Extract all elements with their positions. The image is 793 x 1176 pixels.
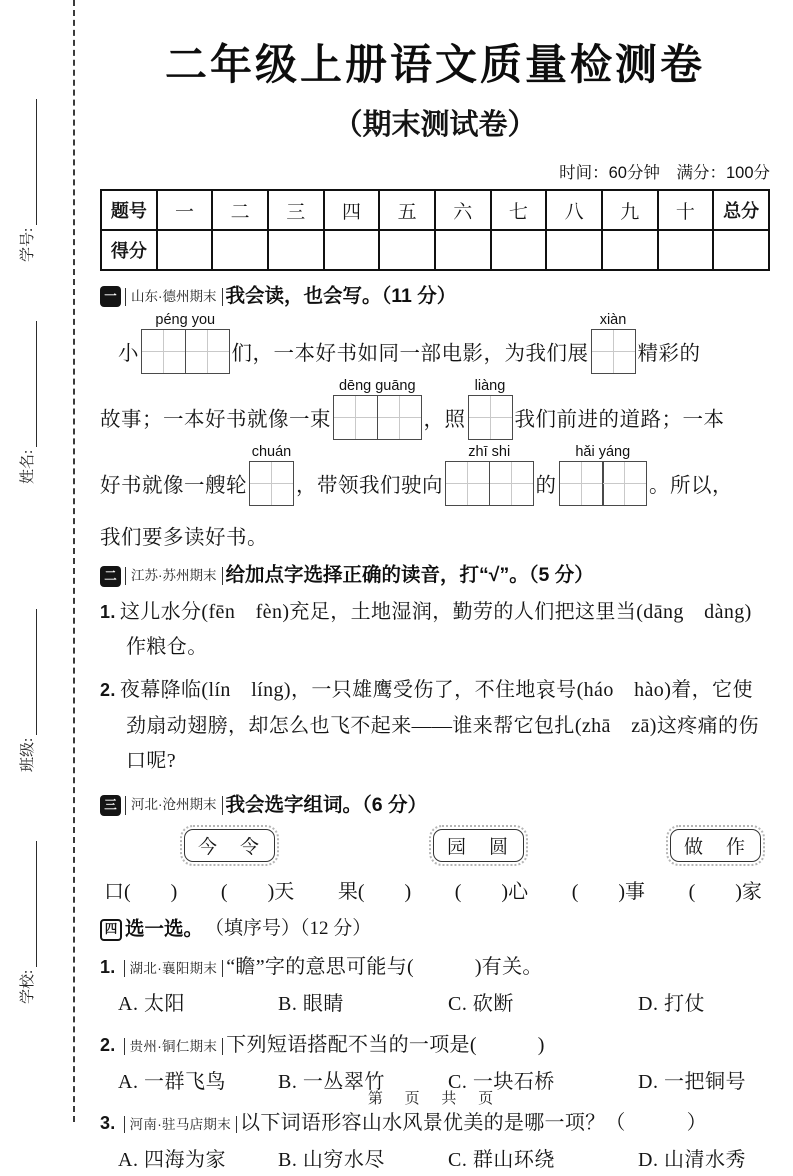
option[interactable]: A. 一群飞鸟 [118, 1070, 226, 1093]
line-text: 小 [118, 343, 139, 366]
fill-blank[interactable]: 口( ) [104, 881, 178, 904]
line-text: 的 [535, 475, 557, 498]
pinyin-label: zhī shi [468, 444, 511, 461]
section1-line4: 我们要多读好书。 [100, 527, 268, 550]
question-text: 以下词语形容山水风景优美的是哪一项？（ ） [240, 1111, 707, 1134]
line-text: ，带领我们驶向 [296, 475, 443, 498]
option[interactable]: D. 打仗 [638, 992, 705, 1015]
dotted-char: 临 [181, 678, 202, 701]
seal-field-student-id [16, 99, 37, 262]
section2-header [100, 564, 770, 587]
score-header-cell: 十 [658, 190, 714, 230]
item-number: 1. [100, 601, 116, 622]
item-text: (zhā zā)这疼痛的伤口呢? [126, 714, 759, 773]
section2-source-tag: 江苏·苏州期末 [125, 567, 223, 585]
section4-title: 选一选。 [125, 918, 204, 941]
choice-box: 做 作 [670, 829, 761, 862]
writing-cell[interactable] [559, 461, 604, 506]
pinyin-writing-box [445, 444, 534, 506]
class-blank[interactable] [23, 609, 37, 735]
name-blank[interactable] [23, 321, 37, 447]
options-row [100, 1144, 770, 1176]
pinyin-writing-box [468, 378, 513, 440]
section3-number-icon: 三 [100, 795, 121, 816]
pinyin-label: xiàn [599, 312, 627, 329]
dotted-char: 号 [556, 678, 577, 701]
score-header-cell: 二 [212, 190, 268, 230]
pinyin-label: hǎi yáng [575, 444, 631, 461]
option[interactable]: C. 砍断 [448, 992, 514, 1015]
section4-item1 [100, 951, 770, 1020]
fill-blank[interactable]: ( )天 [220, 881, 295, 904]
writing-cell[interactable] [185, 329, 230, 374]
page-footer: 第 页 共 页 [367, 1091, 503, 1107]
seal-label-name: 姓名: [20, 449, 36, 484]
section1-header [100, 285, 770, 308]
score-header-cell: 七 [491, 190, 547, 230]
seal-label-class: 班级: [20, 737, 36, 772]
score-entry-cell[interactable] [212, 230, 268, 270]
section4-note: （填序号）（12 分） [205, 918, 372, 940]
choice-box: 园 圆 [433, 829, 524, 862]
writing-cell[interactable] [602, 461, 647, 506]
score-entry-cell[interactable] [157, 230, 213, 270]
writing-cell[interactable] [591, 329, 636, 374]
fill-blank[interactable]: ( )家 [688, 881, 762, 904]
item-number: 3. [100, 1112, 116, 1133]
exam-paper [100, 0, 770, 1176]
score-header-cell: 六 [435, 190, 491, 230]
line-text: 我们前进的道路；一本 [514, 409, 725, 432]
seal-field-name [16, 321, 37, 484]
page-subtitle: （期末测试卷） [333, 109, 537, 141]
options-row [100, 988, 770, 1020]
section2-item2 [100, 673, 770, 780]
section1-line2 [100, 378, 770, 440]
page-title: 二年级上册语文质量检测卷 [164, 41, 705, 88]
line-text: 好书就像一艘轮 [100, 475, 247, 498]
score-header-cell: 四 [324, 190, 380, 230]
dotted-char: 当 [615, 600, 637, 623]
section4-item3 [100, 1107, 770, 1176]
section3-answer-row [100, 875, 770, 904]
seal-label-student-id: 学号: [20, 227, 36, 262]
seal-field-school [16, 841, 37, 1004]
option[interactable]: C. 一块石桥 [448, 1070, 555, 1093]
option[interactable]: D. 山清水秀 [638, 1148, 746, 1171]
score-table [100, 189, 770, 271]
section3-title: 我会选字组词。（6 分） [225, 793, 428, 816]
item-text: (dāng dàng)作粮仓。 [126, 600, 752, 659]
line-text: 精彩的 [637, 343, 701, 366]
score-entry-cell[interactable] [324, 230, 380, 270]
item-number: 2. [100, 679, 116, 700]
writing-cell[interactable] [445, 461, 490, 506]
line-text: 故事；一本好书就像一束 [100, 409, 331, 432]
exam-meta: 时间：60分钟 满分：100分 [559, 164, 770, 182]
option[interactable]: A. 太阳 [118, 992, 185, 1015]
section1-line3 [100, 444, 770, 506]
section3-source-tag: 河北·沧州期末 [125, 796, 223, 814]
student-id-blank[interactable] [23, 99, 37, 225]
line-text: 们，一本好书如同一部电影，为我们展 [231, 343, 589, 366]
fill-blank[interactable]: 果( ) [337, 881, 412, 904]
writing-cell[interactable] [489, 461, 534, 506]
pinyin-writing-box [141, 312, 230, 374]
section4-header [100, 918, 770, 941]
pinyin-label: péng you [155, 312, 216, 329]
score-entry-cell[interactable] [546, 230, 602, 270]
score-table-score-row [101, 230, 769, 270]
pinyin-writing-box [591, 312, 636, 374]
line-text: 。所以， [649, 475, 733, 498]
dotted-char: 分 [181, 600, 202, 623]
pinyin-writing-box [249, 444, 294, 506]
item-text: (fēn fèn)充足，土地湿润，勤劳的人们把这里 [201, 600, 616, 623]
score-entry-cell[interactable] [435, 230, 491, 270]
option[interactable]: B. 眼睛 [278, 992, 344, 1015]
option[interactable]: B. 山穷水尽 [278, 1148, 385, 1171]
fill-blank[interactable]: ( )事 [571, 881, 646, 904]
writing-cell[interactable] [333, 395, 378, 440]
pinyin-label: chuán [251, 444, 292, 461]
score-header-cell: 总分 [713, 190, 769, 230]
score-row-label: 得分 [101, 230, 157, 270]
pinyin-writing-box [333, 378, 422, 440]
score-entry-cell[interactable] [658, 230, 714, 270]
score-header-cell: 一 [157, 190, 213, 230]
section3-header [100, 794, 770, 817]
score-entry-cell[interactable] [379, 230, 435, 270]
option[interactable]: C. 群山环绕 [448, 1148, 555, 1171]
option[interactable]: D. 一把铜号 [638, 1070, 746, 1093]
fill-blank[interactable]: ( )心 [454, 881, 529, 904]
question-text: 下列短语搭配不当的一项是( ) [226, 1033, 545, 1056]
item-number: 2. [100, 1034, 116, 1055]
section4-number-icon: 四 [100, 919, 122, 941]
school-blank[interactable] [23, 841, 37, 967]
score-header-cell: 九 [602, 190, 658, 230]
score-entry-cell[interactable] [268, 230, 324, 270]
score-header-cell: 题号 [101, 190, 157, 230]
writing-cell[interactable] [377, 395, 422, 440]
item-source-tag: 贵州·铜仁期末 [124, 1038, 224, 1055]
score-table-header-row [101, 190, 769, 230]
pinyin-label: liàng [474, 378, 506, 395]
section1-title: 我会读，也会写。（11 分） [225, 285, 457, 307]
item-source-tag: 湖北·襄阳期末 [124, 960, 224, 977]
section1-source-tag: 山东·德州期末 [125, 288, 223, 306]
option[interactable]: B. 一丛翠竹 [278, 1070, 385, 1093]
line-text: ，照 [423, 409, 466, 432]
score-header-cell: 八 [546, 190, 602, 230]
score-header-cell: 三 [268, 190, 324, 230]
item-number: 1. [100, 956, 116, 977]
section1-line1 [100, 312, 770, 374]
writing-cell[interactable] [249, 461, 294, 506]
item-source-tag: 河南·驻马店期末 [124, 1116, 237, 1133]
section1-number-icon: 一 [100, 286, 121, 307]
dotted-char: 扎 [554, 714, 575, 737]
pinyin-label: dēng guāng [338, 378, 416, 395]
writing-cell[interactable] [141, 329, 186, 374]
item-text: (lín líng)，一只雄鹰受伤了，不住地哀 [201, 678, 557, 701]
choice-box: 今 令 [184, 829, 275, 862]
item-text: 这儿水 [119, 600, 182, 623]
section2-title: 给加点字选择正确的读音，打“√”。（5 分） [225, 564, 594, 587]
score-entry-cell[interactable] [713, 230, 769, 270]
score-entry-cell[interactable] [491, 230, 547, 270]
score-header-cell: 五 [379, 190, 435, 230]
option[interactable]: A. 四海为家 [118, 1148, 226, 1171]
item-text: 夜幕降 [119, 678, 182, 701]
question-text: “瞻”字的意思可能与( )有关。 [226, 955, 543, 978]
seal-label-school: 学校: [20, 969, 36, 1004]
writing-cell[interactable] [468, 395, 513, 440]
score-entry-cell[interactable] [602, 230, 658, 270]
section2-number-icon: 二 [100, 566, 121, 587]
section2-item1 [100, 595, 770, 666]
item-text: (háo hào)着，它使劲扇动翅膀，却怎么也飞不起来——谁来帮它包 [126, 678, 753, 737]
seal-field-class [16, 609, 37, 772]
pinyin-writing-box [559, 444, 648, 506]
section3-choice-boxes [100, 829, 770, 862]
seal-dashed-line [73, 0, 75, 1122]
